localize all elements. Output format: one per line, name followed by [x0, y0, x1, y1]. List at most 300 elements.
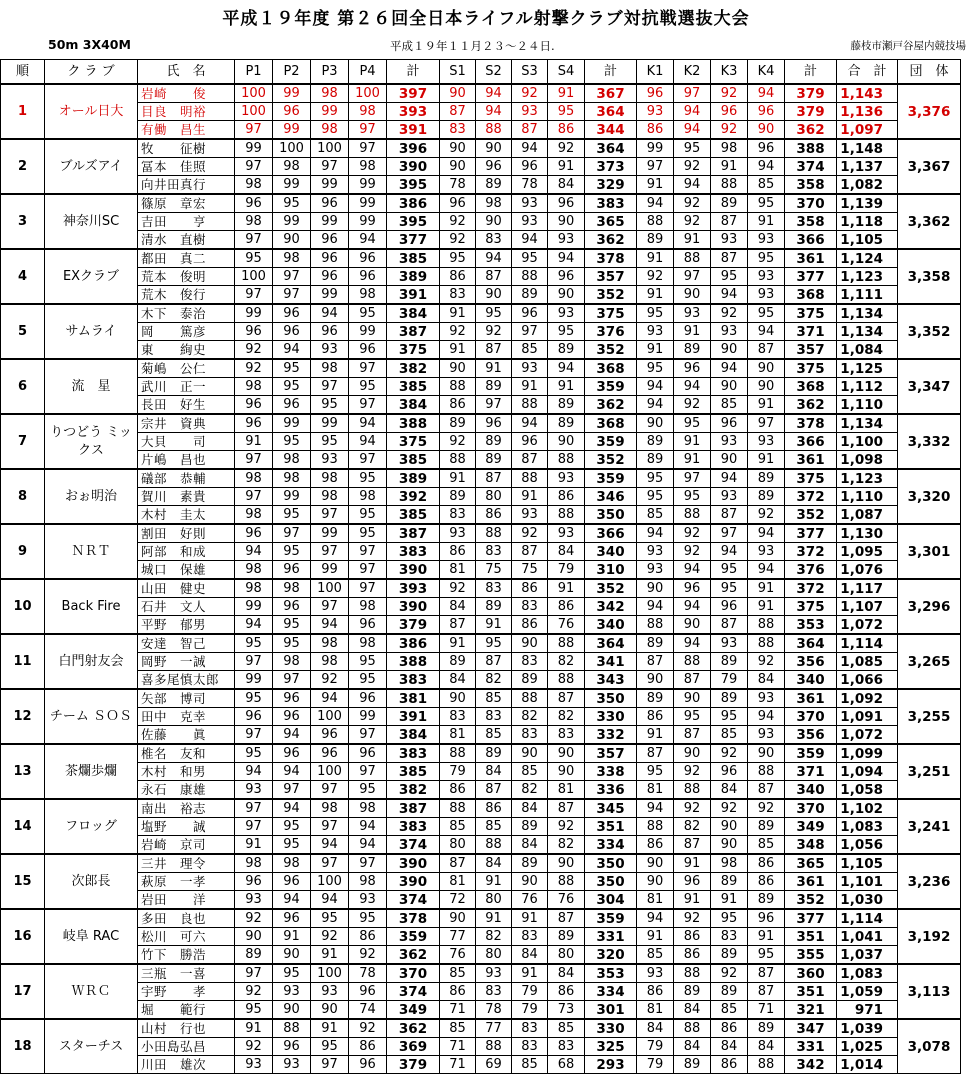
standing-score: 93 [512, 506, 548, 525]
kneeling-score: 93 [748, 726, 785, 745]
prone-score: 99 [273, 121, 311, 140]
shooter-name: 大貝 司 [138, 433, 235, 451]
team-total: 3,301 [898, 524, 961, 579]
prone-total: 385 [387, 378, 440, 396]
prone-score: 100 [273, 139, 311, 158]
kneeling-score: 98 [711, 139, 748, 158]
table-row [1, 1019, 961, 1038]
standing-score: 88 [440, 378, 476, 396]
kneeling-score: 87 [711, 213, 748, 231]
shooter-name: 岩崎 俊 [138, 84, 235, 103]
shooter-name: 木下 泰治 [138, 304, 235, 323]
kneeling-score: 94 [748, 158, 785, 176]
kneeling-score: 93 [748, 286, 785, 305]
kneeling-score: 91 [674, 231, 711, 250]
standing-total: 364 [585, 634, 637, 653]
table-row [1, 176, 961, 195]
kneeling-total: 331 [785, 1038, 837, 1056]
grand-total: 1,114 [837, 909, 898, 928]
column-header: P3 [311, 60, 349, 85]
kneeling-total: 366 [785, 433, 837, 451]
standing-total: 336 [585, 781, 637, 800]
standing-score: 90 [476, 286, 512, 305]
standing-score: 91 [512, 964, 548, 983]
team-rank: 17 [1, 964, 45, 1019]
kneeling-score: 90 [637, 671, 674, 690]
prone-total: 395 [387, 176, 440, 195]
standing-score: 89 [476, 451, 512, 470]
standing-score: 83 [512, 726, 548, 745]
shooter-name: 有働 昌生 [138, 121, 235, 140]
standing-total: 293 [585, 1056, 637, 1074]
grand-total: 1,066 [837, 671, 898, 690]
standing-score: 84 [512, 946, 548, 965]
kneeling-score: 83 [711, 928, 748, 946]
column-header: K2 [674, 60, 711, 85]
kneeling-score: 85 [637, 506, 674, 525]
kneeling-total: 355 [785, 946, 837, 965]
prone-total: 383 [387, 818, 440, 836]
kneeling-score: 93 [748, 689, 785, 708]
standing-score: 91 [548, 158, 585, 176]
prone-score: 92 [311, 928, 349, 946]
kneeling-total: 372 [785, 579, 837, 598]
prone-score: 95 [311, 909, 349, 928]
kneeling-total: 347 [785, 1019, 837, 1038]
standing-score: 92 [440, 323, 476, 341]
prone-score: 97 [235, 653, 273, 671]
prone-score: 97 [311, 1056, 349, 1074]
kneeling-score: 81 [637, 1001, 674, 1020]
standing-score: 92 [440, 579, 476, 598]
prone-score: 95 [235, 689, 273, 708]
shooter-name: 武川 正一 [138, 378, 235, 396]
prone-total: 391 [387, 708, 440, 726]
standing-score: 87 [476, 469, 512, 488]
kneeling-score: 90 [748, 121, 785, 140]
standing-score: 88 [440, 744, 476, 763]
kneeling-total: 362 [785, 121, 837, 140]
kneeling-score: 89 [637, 451, 674, 470]
prone-score: 86 [349, 928, 387, 946]
kneeling-score: 88 [674, 1019, 711, 1038]
kneeling-score: 94 [637, 598, 674, 616]
prone-score: 96 [311, 323, 349, 341]
grand-total: 1,123 [837, 268, 898, 286]
kneeling-total: 360 [785, 964, 837, 983]
prone-score: 74 [349, 1001, 387, 1020]
standing-score: 96 [440, 194, 476, 213]
kneeling-score: 95 [637, 304, 674, 323]
standing-score: 81 [440, 726, 476, 745]
table-row [1, 524, 961, 543]
grand-total: 1,110 [837, 396, 898, 415]
standing-score: 83 [512, 1038, 548, 1056]
kneeling-score: 88 [748, 763, 785, 781]
kneeling-score: 91 [637, 286, 674, 305]
standing-score: 78 [476, 1001, 512, 1020]
prone-score: 95 [273, 836, 311, 855]
prone-score: 97 [235, 799, 273, 818]
standing-total: 376 [585, 323, 637, 341]
grand-total: 1,097 [837, 121, 898, 140]
prone-total: 397 [387, 84, 440, 103]
standing-score: 83 [440, 708, 476, 726]
shooter-name: 喜多尾慎太郎 [138, 671, 235, 690]
kneeling-score: 97 [674, 469, 711, 488]
prone-score: 96 [311, 194, 349, 213]
club-name: おぉ明治 [45, 469, 138, 524]
kneeling-score: 85 [748, 176, 785, 195]
standing-score: 87 [440, 103, 476, 121]
kneeling-score: 94 [637, 194, 674, 213]
shooter-name: 佐藤 眞 [138, 726, 235, 745]
club-name: 茶爛歩爛 [45, 744, 138, 799]
kneeling-score: 93 [637, 561, 674, 580]
standing-score: 86 [512, 579, 548, 598]
kneeling-score: 90 [637, 579, 674, 598]
prone-score: 99 [273, 213, 311, 231]
prone-score: 98 [235, 213, 273, 231]
shooter-name: 永石 康雄 [138, 781, 235, 800]
team-total: 3,241 [898, 799, 961, 854]
team-total: 3,192 [898, 909, 961, 964]
standing-score: 93 [440, 524, 476, 543]
kneeling-score: 95 [637, 359, 674, 378]
kneeling-total: 388 [785, 139, 837, 158]
standing-total: 352 [585, 286, 637, 305]
grand-total: 1,082 [837, 176, 898, 195]
prone-score: 100 [311, 763, 349, 781]
kneeling-score: 96 [674, 579, 711, 598]
shooter-name: 矢部 博司 [138, 689, 235, 708]
prone-score: 95 [349, 378, 387, 396]
kneeling-score: 92 [711, 304, 748, 323]
grand-total: 1,110 [837, 488, 898, 506]
standing-score: 84 [548, 176, 585, 195]
grand-total: 1,101 [837, 873, 898, 891]
prone-score: 92 [235, 983, 273, 1001]
kneeling-total: 372 [785, 543, 837, 561]
kneeling-score: 88 [674, 506, 711, 525]
kneeling-total: 366 [785, 231, 837, 250]
kneeling-score: 84 [711, 781, 748, 800]
kneeling-score: 88 [674, 781, 711, 800]
standing-score: 84 [476, 854, 512, 873]
standing-score: 77 [476, 1019, 512, 1038]
table-row [1, 304, 961, 323]
kneeling-total: 340 [785, 671, 837, 690]
prone-score: 92 [349, 1019, 387, 1038]
prone-total: 381 [387, 689, 440, 708]
standing-total: 301 [585, 1001, 637, 1020]
prone-score: 93 [311, 451, 349, 470]
kneeling-score: 88 [674, 249, 711, 268]
kneeling-score: 96 [711, 763, 748, 781]
standing-score: 80 [476, 488, 512, 506]
grand-total: 1,041 [837, 928, 898, 946]
column-header: 団 体 [898, 60, 961, 85]
standing-score: 89 [512, 671, 548, 690]
prone-score: 96 [273, 561, 311, 580]
kneeling-score: 94 [748, 561, 785, 580]
kneeling-score: 94 [711, 469, 748, 488]
prone-score: 93 [349, 891, 387, 910]
kneeling-total: 340 [785, 781, 837, 800]
kneeling-total: 352 [785, 891, 837, 910]
club-name: 神奈川SC [45, 194, 138, 249]
standing-score: 86 [476, 506, 512, 525]
prone-score: 96 [273, 744, 311, 763]
grand-total: 1,123 [837, 469, 898, 488]
prone-score: 96 [235, 873, 273, 891]
table-row [1, 213, 961, 231]
standing-score: 92 [548, 139, 585, 158]
standing-score: 79 [548, 561, 585, 580]
prone-total: 375 [387, 433, 440, 451]
prone-score: 92 [235, 341, 273, 360]
kneeling-score: 87 [637, 744, 674, 763]
standing-score: 80 [548, 946, 585, 965]
prone-score: 94 [311, 891, 349, 910]
standing-score: 90 [512, 634, 548, 653]
grand-total: 1,014 [837, 1056, 898, 1074]
kneeling-score: 94 [674, 598, 711, 616]
prone-total: 387 [387, 323, 440, 341]
prone-score: 99 [235, 671, 273, 690]
kneeling-score: 85 [711, 726, 748, 745]
prone-score: 98 [349, 598, 387, 616]
prone-total: 390 [387, 873, 440, 891]
standing-total: 357 [585, 268, 637, 286]
kneeling-total: 374 [785, 158, 837, 176]
kneeling-score: 97 [674, 84, 711, 103]
grand-total: 1,072 [837, 616, 898, 635]
kneeling-score: 91 [674, 323, 711, 341]
header-row [1, 60, 961, 85]
kneeling-total: 362 [785, 396, 837, 415]
standing-total: 357 [585, 744, 637, 763]
team-total: 3,320 [898, 469, 961, 524]
prone-total: 395 [387, 213, 440, 231]
table-row [1, 396, 961, 415]
table-row [1, 1001, 961, 1020]
kneeling-score: 88 [637, 818, 674, 836]
team-total: 3,255 [898, 689, 961, 744]
standing-score: 86 [440, 268, 476, 286]
prone-score: 97 [349, 579, 387, 598]
kneeling-total: 321 [785, 1001, 837, 1020]
prone-score: 98 [235, 854, 273, 873]
prone-score: 96 [235, 524, 273, 543]
table-row [1, 414, 961, 433]
standing-score: 87 [512, 121, 548, 140]
standing-score: 93 [548, 469, 585, 488]
standing-total: 368 [585, 414, 637, 433]
standing-score: 88 [512, 469, 548, 488]
grand-total: 1,072 [837, 726, 898, 745]
kneeling-total: 361 [785, 451, 837, 470]
grand-total: 1,095 [837, 543, 898, 561]
standing-score: 73 [548, 1001, 585, 1020]
team-total: 3,367 [898, 139, 961, 194]
shooter-name: 向井田真行 [138, 176, 235, 195]
prone-score: 99 [349, 323, 387, 341]
team-total: 3,296 [898, 579, 961, 634]
kneeling-total: 376 [785, 561, 837, 580]
prone-score: 98 [311, 634, 349, 653]
kneeling-score: 81 [637, 781, 674, 800]
standing-score: 94 [512, 231, 548, 250]
standing-total: 353 [585, 964, 637, 983]
kneeling-score: 87 [674, 671, 711, 690]
team-total: 3,352 [898, 304, 961, 359]
kneeling-score: 91 [748, 396, 785, 415]
table-row [1, 616, 961, 635]
team-rank: 12 [1, 689, 45, 744]
prone-score: 94 [273, 341, 311, 360]
prone-score: 97 [273, 524, 311, 543]
kneeling-score: 90 [748, 359, 785, 378]
standing-score: 90 [440, 84, 476, 103]
prone-score: 96 [349, 616, 387, 635]
kneeling-total: 375 [785, 598, 837, 616]
prone-score: 97 [349, 726, 387, 745]
prone-score: 97 [235, 121, 273, 140]
prone-score: 94 [273, 763, 311, 781]
table-row [1, 451, 961, 470]
standing-score: 86 [548, 983, 585, 1001]
prone-score: 95 [349, 653, 387, 671]
standing-score: 91 [440, 469, 476, 488]
kneeling-total: 353 [785, 616, 837, 635]
shooter-name: 平野 郁男 [138, 616, 235, 635]
prone-score: 96 [311, 726, 349, 745]
shooter-name: 篠原 章宏 [138, 194, 235, 213]
kneeling-score: 87 [748, 781, 785, 800]
standing-total: 334 [585, 836, 637, 855]
shooter-name: 岩田 洋 [138, 891, 235, 910]
prone-score: 94 [311, 836, 349, 855]
standing-score: 88 [512, 268, 548, 286]
kneeling-score: 88 [748, 1056, 785, 1074]
standing-score: 91 [476, 909, 512, 928]
standing-score: 91 [548, 378, 585, 396]
kneeling-score: 95 [674, 414, 711, 433]
team-total: 3,078 [898, 1019, 961, 1074]
kneeling-score: 94 [674, 103, 711, 121]
results-table [0, 59, 961, 1074]
standing-score: 90 [548, 763, 585, 781]
kneeling-score: 87 [748, 341, 785, 360]
prone-score: 92 [235, 909, 273, 928]
standing-score: 87 [476, 268, 512, 286]
prone-score: 99 [349, 176, 387, 195]
prone-score: 96 [311, 744, 349, 763]
standing-total: 329 [585, 176, 637, 195]
standing-score: 86 [440, 396, 476, 415]
kneeling-score: 84 [637, 1019, 674, 1038]
kneeling-total: 361 [785, 873, 837, 891]
prone-score: 97 [273, 268, 311, 286]
standing-score: 88 [476, 121, 512, 140]
standing-score: 84 [548, 543, 585, 561]
prone-score: 97 [235, 231, 273, 250]
kneeling-score: 93 [637, 964, 674, 983]
standing-total: 350 [585, 506, 637, 525]
table-row [1, 891, 961, 910]
kneeling-score: 92 [674, 799, 711, 818]
standing-score: 91 [440, 304, 476, 323]
shooter-name: 目良 明裕 [138, 103, 235, 121]
kneeling-score: 89 [637, 231, 674, 250]
standing-score: 93 [512, 194, 548, 213]
standing-total: 345 [585, 799, 637, 818]
prone-score: 88 [273, 1019, 311, 1038]
prone-score: 99 [273, 84, 311, 103]
prone-score: 98 [349, 634, 387, 653]
prone-score: 98 [273, 451, 311, 470]
grand-total: 1,099 [837, 744, 898, 763]
prone-total: 387 [387, 799, 440, 818]
prone-total: 388 [387, 414, 440, 433]
prone-total: 383 [387, 744, 440, 763]
kneeling-score: 87 [748, 983, 785, 1001]
prone-score: 95 [273, 194, 311, 213]
shooter-name: 木村 和男 [138, 763, 235, 781]
prone-score: 96 [349, 983, 387, 1001]
column-header: 氏 名 [138, 60, 235, 85]
team-total: 3,113 [898, 964, 961, 1019]
prone-score: 100 [311, 708, 349, 726]
kneeling-total: 351 [785, 928, 837, 946]
prone-total: 374 [387, 891, 440, 910]
club-name: 白門射友会 [45, 634, 138, 689]
standing-score: 91 [548, 579, 585, 598]
prone-score: 94 [349, 818, 387, 836]
column-header: 計 [785, 60, 837, 85]
prone-score: 99 [273, 488, 311, 506]
prone-total: 378 [387, 909, 440, 928]
prone-score: 95 [349, 671, 387, 690]
shooter-name: 木村 圭太 [138, 506, 235, 525]
kneeling-score: 95 [748, 194, 785, 213]
standing-total: 352 [585, 341, 637, 360]
table-row [1, 121, 961, 140]
prone-total: 390 [387, 158, 440, 176]
shooter-name: 山田 健史 [138, 579, 235, 598]
shooter-name: 城口 保雄 [138, 561, 235, 580]
standing-score: 88 [548, 451, 585, 470]
kneeling-score: 87 [711, 506, 748, 525]
shooter-name: 小田島弘昌 [138, 1038, 235, 1056]
kneeling-score: 94 [711, 359, 748, 378]
team-rank: 2 [1, 139, 45, 194]
kneeling-total: 379 [785, 103, 837, 121]
standing-score: 83 [512, 653, 548, 671]
grand-total: 1,139 [837, 194, 898, 213]
prone-score: 98 [235, 378, 273, 396]
grand-total: 1,084 [837, 341, 898, 360]
club-name: 岐阜 RAC [45, 909, 138, 964]
prone-score: 97 [349, 451, 387, 470]
standing-total: 352 [585, 579, 637, 598]
table-row [1, 983, 961, 1001]
standing-score: 88 [440, 451, 476, 470]
kneeling-score: 92 [748, 799, 785, 818]
table-row [1, 561, 961, 580]
prone-score: 96 [273, 689, 311, 708]
